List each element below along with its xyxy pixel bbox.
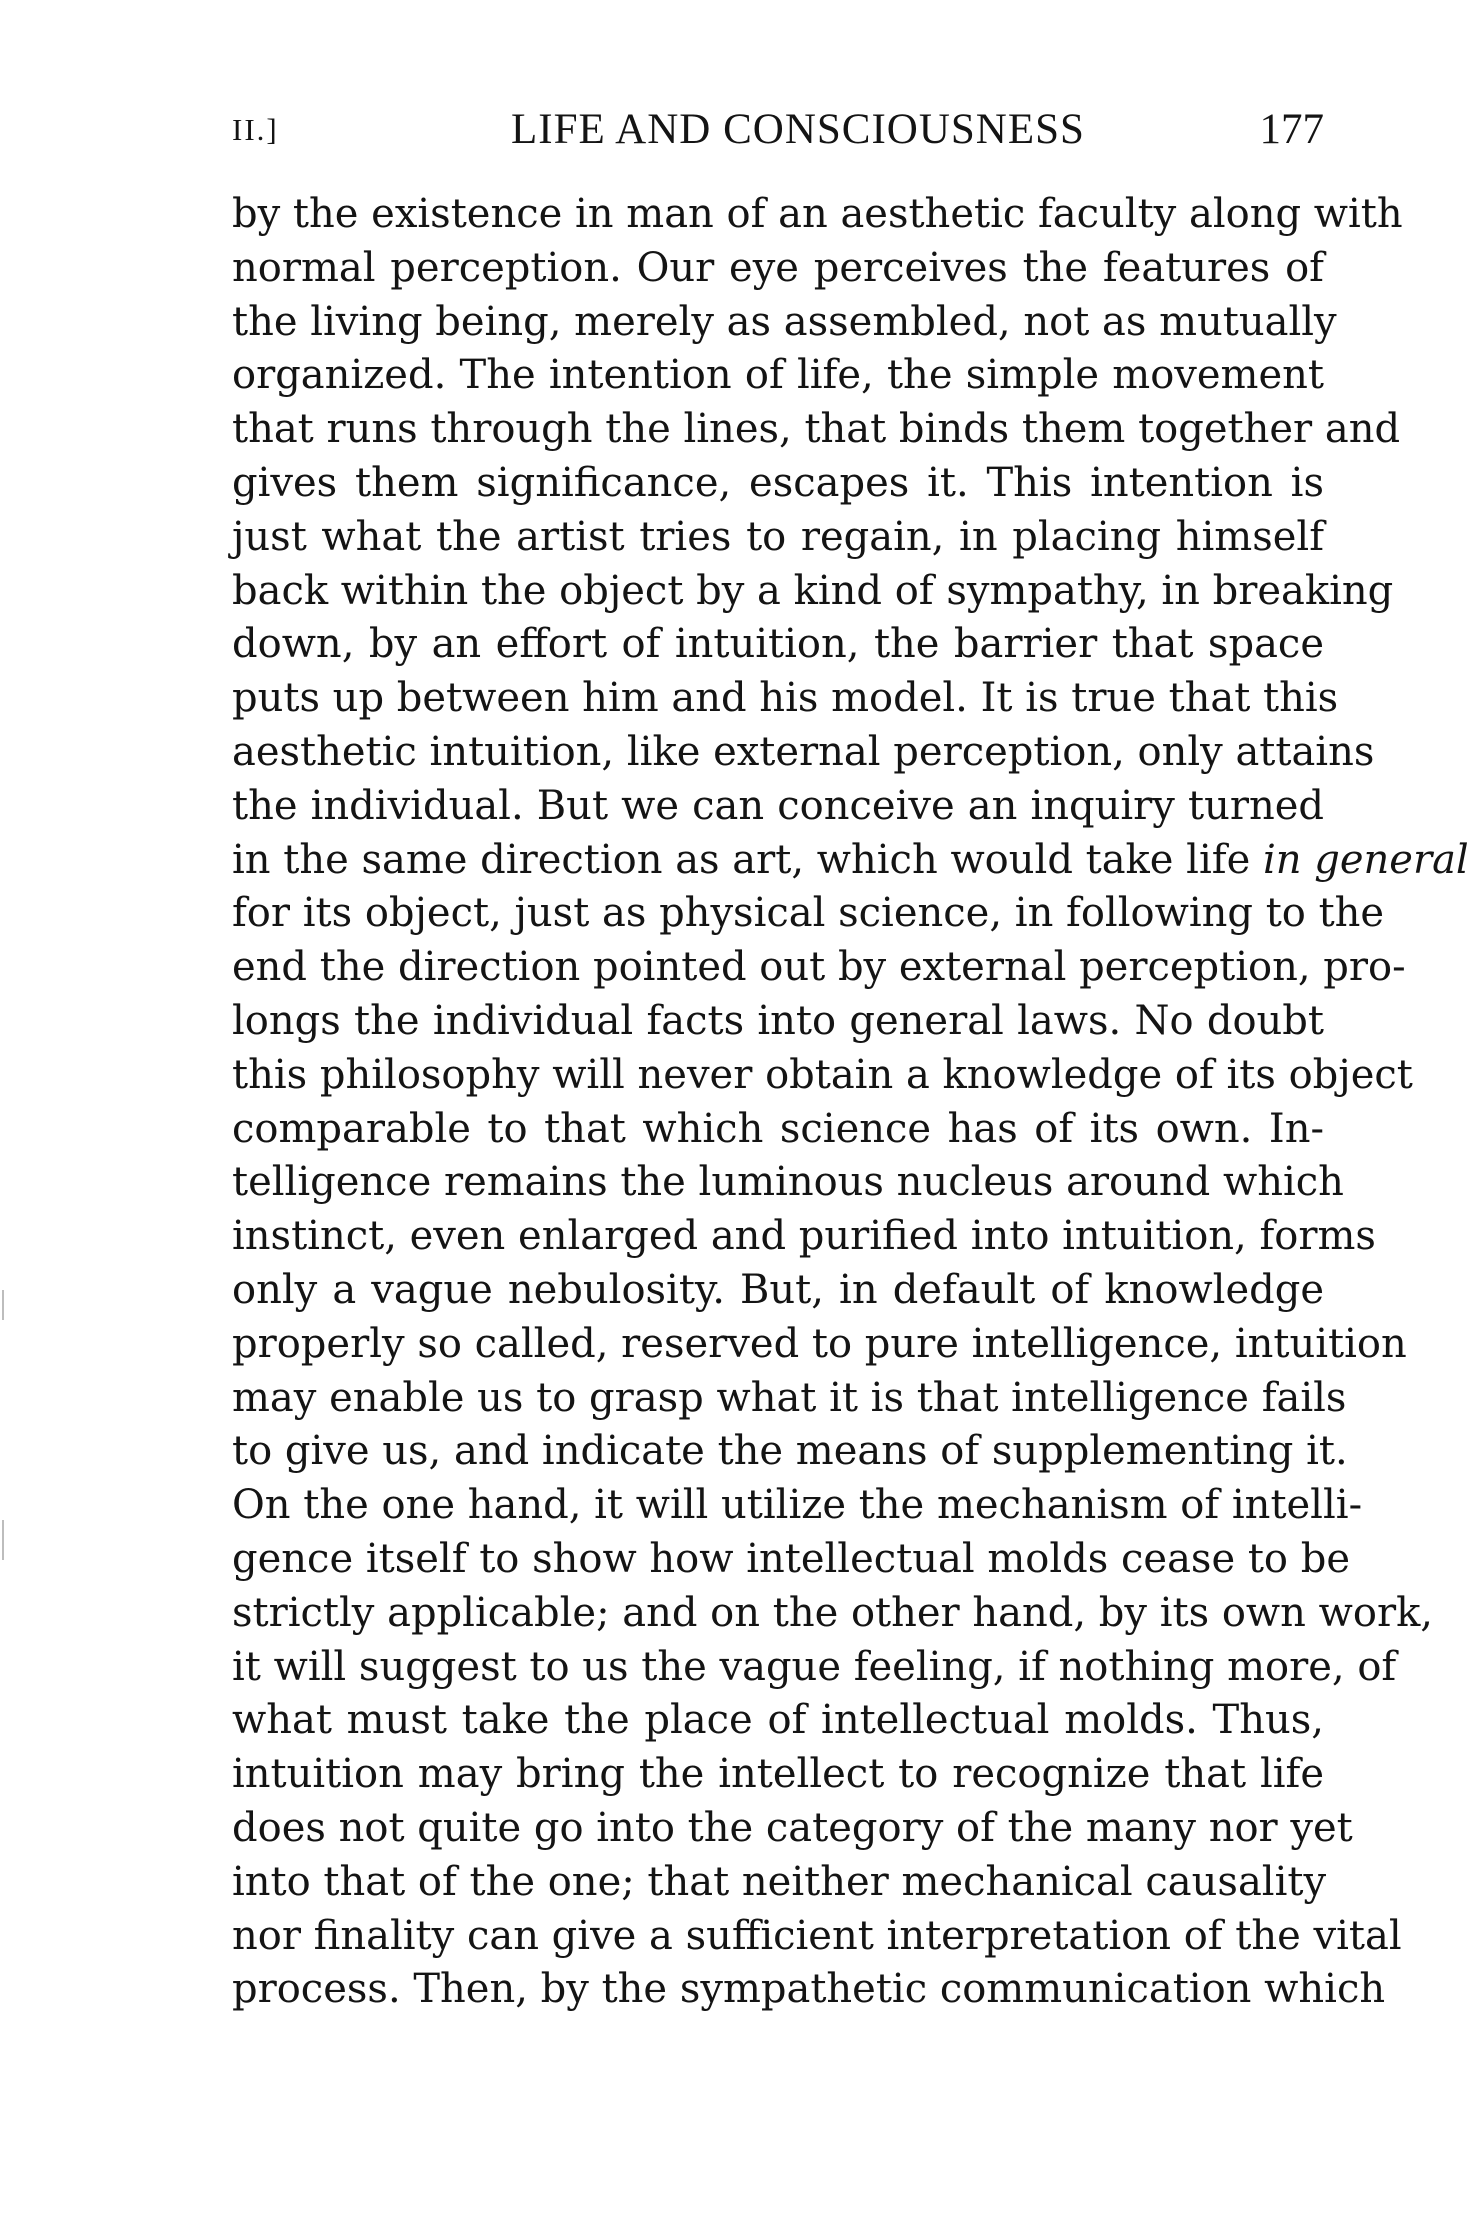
running-title: LIFE AND CONSCIOUSNESS [511, 106, 1085, 153]
text-line: the living being, merely as assembled, not as mutually [232, 298, 1337, 345]
text-line: instinct, even enlarged and purified into intuition, forms [232, 1213, 1376, 1260]
text-line: nor finality can give a sufficient interpretation of the vital [232, 1912, 1402, 1959]
text-line: the individual. But we can conceive an inquiry turned [232, 782, 1324, 829]
body-text [232, 188, 1469, 2017]
text-line: properly so called, reserved to pure intelligence, intuition [232, 1320, 1407, 1367]
text-line: puts up between him and his model. It is true that this [232, 675, 1339, 722]
text-line: On the one hand, it will utilize the mechanism of intelli- [232, 1482, 1363, 1529]
text-line: aesthetic intuition, like external perception, only attains [232, 728, 1375, 775]
text-line: process. Then, by the sympathetic communication which [232, 1966, 1386, 2013]
text-line: strictly applicable; and on the other hand, by its own work, [232, 1589, 1434, 1636]
running-head [232, 100, 1324, 160]
text-line: this philosophy will never obtain a knowledge of its object [232, 1051, 1413, 1098]
chapter-marker: II.] [232, 112, 279, 147]
text-line-segment: in the same direction as art, which would take life [232, 836, 1251, 883]
text-line: by the existence in man of an aesthetic faculty along with [232, 191, 1403, 237]
text-line: just what the artist tries to regain, in placing himself [232, 513, 1324, 560]
text-line: for its object, just as physical science, in following to the [232, 890, 1385, 937]
text-line: does not quite go into the category of the many nor yet [232, 1804, 1353, 1851]
text-line: gence itself to show how intellectual molds cease to be [232, 1535, 1350, 1582]
text-line: may enable us to grasp what it is that intelligence fails [232, 1374, 1347, 1421]
text-line: comparable to that which science has of its own. In- [232, 1105, 1324, 1152]
page-edge-mark [2, 1520, 4, 1560]
text-line: telligence remains the luminous nucleus around which [232, 1159, 1344, 1206]
text-line: intuition may bring the intellect to recognize that life [232, 1751, 1324, 1798]
text-line: gives them significance, escapes it. This intention is [232, 459, 1324, 506]
text-line: longs the individual facts into general laws. No doubt [232, 997, 1324, 1044]
text-line: only a vague nebulosity. But, in default of knowledge [232, 1266, 1324, 1313]
text-line: that runs through the lines, that binds them together and [232, 406, 1401, 453]
text-line-with-italic [232, 834, 1469, 888]
text-line: it will suggest to us the vague feeling, if nothing more, of [232, 1643, 1397, 1690]
text-line: into that of the one; that neither mechanical causality [232, 1858, 1327, 1905]
italic-phrase: in general [1262, 836, 1469, 883]
text-line: organized. The intention of life, the simple movement [232, 352, 1324, 399]
page-number: 177 [1259, 106, 1324, 153]
text-line: what must take the place of intellectual molds. Thus, [232, 1697, 1324, 1744]
text-line: end the direction pointed out by external perception, pro- [232, 944, 1406, 991]
text-line: to give us, and indicate the means of supplementing it. [232, 1428, 1348, 1475]
text-line: back within the object by a kind of sympathy, in breaking [232, 567, 1394, 614]
text-line: down, by an effort of intuition, the barrier that space [232, 621, 1324, 668]
page-edge-mark [2, 1290, 4, 1320]
text-line: normal perception. Our eye perceives the features of [232, 244, 1324, 291]
